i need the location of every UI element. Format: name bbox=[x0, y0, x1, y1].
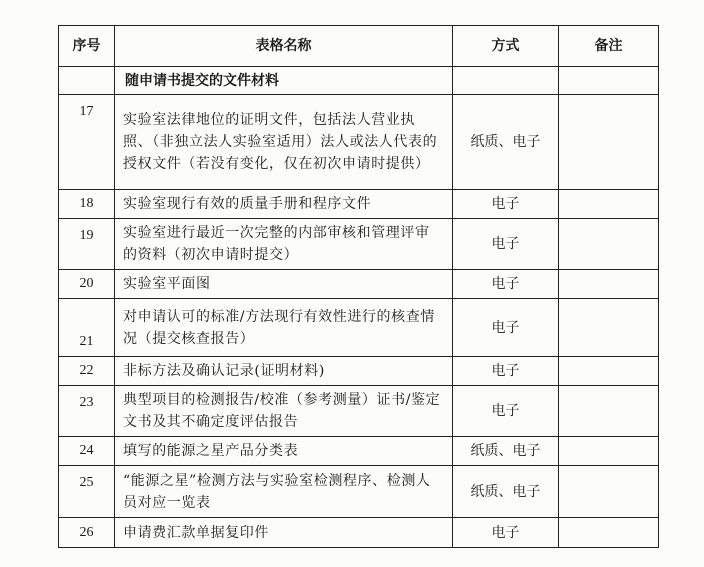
row-method: 电子 bbox=[453, 270, 559, 299]
row-note bbox=[559, 437, 659, 466]
row-no: 19 bbox=[59, 219, 115, 270]
row-name: 实验室进行最近一次完整的内部审核和管理评审的资料（初次申请时提交） bbox=[115, 219, 453, 270]
row-note bbox=[559, 190, 659, 219]
row-method: 电子 bbox=[453, 219, 559, 270]
table-row bbox=[59, 386, 659, 437]
row-note bbox=[559, 270, 659, 299]
row-no: 23 bbox=[59, 386, 115, 437]
row-name: 实验室平面图 bbox=[115, 270, 453, 299]
row-method: 电子 bbox=[453, 518, 559, 548]
row-note bbox=[559, 466, 659, 518]
row-note bbox=[559, 518, 659, 548]
row-name: 实验室现行有效的质量手册和程序文件 bbox=[115, 190, 453, 219]
row-no: 18 bbox=[59, 190, 115, 219]
row-name: 实验室法律地位的证明文件，包括法人营业执照、（非独立法人实验室适用）法人或法人代表的授权文件（若没有变化，仅在初次申请时提供） bbox=[115, 95, 453, 190]
row-method: 纸质、电子 bbox=[453, 466, 559, 518]
row-note bbox=[559, 386, 659, 437]
row-name: 非标方法及确认记录(证明材料) bbox=[115, 357, 453, 386]
header-name: 表格名称 bbox=[115, 26, 453, 67]
table-row bbox=[59, 190, 659, 219]
row-no: 22 bbox=[59, 357, 115, 386]
row-method: 电子 bbox=[453, 190, 559, 219]
table-row bbox=[59, 518, 659, 548]
header-row bbox=[59, 26, 659, 67]
row-name: 典型项目的检测报告/校准（参考测量）证书/鉴定文书及其不确定度评估报告 bbox=[115, 386, 453, 437]
row-no: 25 bbox=[59, 466, 115, 518]
table-row bbox=[59, 357, 659, 386]
section-title: 随申请书提交的文件材料 bbox=[115, 67, 453, 95]
row-no: 24 bbox=[59, 437, 115, 466]
row-note bbox=[559, 357, 659, 386]
header-note: 备注 bbox=[559, 26, 659, 67]
row-name: 申请费汇款单据复印件 bbox=[115, 518, 453, 548]
materials-table bbox=[58, 25, 659, 548]
table-row bbox=[59, 95, 659, 190]
row-note bbox=[559, 219, 659, 270]
row-method: 电子 bbox=[453, 386, 559, 437]
row-method: 纸质、电子 bbox=[453, 437, 559, 466]
row-no: 20 bbox=[59, 270, 115, 299]
row-method: 电子 bbox=[453, 299, 559, 357]
row-note bbox=[559, 95, 659, 190]
row-note bbox=[559, 299, 659, 357]
section-note-cell bbox=[559, 67, 659, 95]
table-row bbox=[59, 219, 659, 270]
row-method: 电子 bbox=[453, 357, 559, 386]
table-row bbox=[59, 299, 659, 357]
header-method: 方式 bbox=[453, 26, 559, 67]
section-row bbox=[59, 67, 659, 95]
row-name: 对申请认可的标准/方法现行有效性进行的核查情况（提交核查报告） bbox=[115, 299, 453, 357]
section-method-cell bbox=[453, 67, 559, 95]
section-no-cell bbox=[59, 67, 115, 95]
row-no: 17 bbox=[59, 95, 115, 190]
row-name: 填写的能源之星产品分类表 bbox=[115, 437, 453, 466]
table-row bbox=[59, 466, 659, 518]
row-no: 21 bbox=[59, 299, 115, 357]
row-name: “能源之星”检测方法与实验室检测程序、检测人员对应一览表 bbox=[115, 466, 453, 518]
row-method: 纸质、电子 bbox=[453, 95, 559, 190]
row-no: 26 bbox=[59, 518, 115, 548]
table-row bbox=[59, 270, 659, 299]
table-row bbox=[59, 437, 659, 466]
header-no: 序号 bbox=[59, 26, 115, 67]
